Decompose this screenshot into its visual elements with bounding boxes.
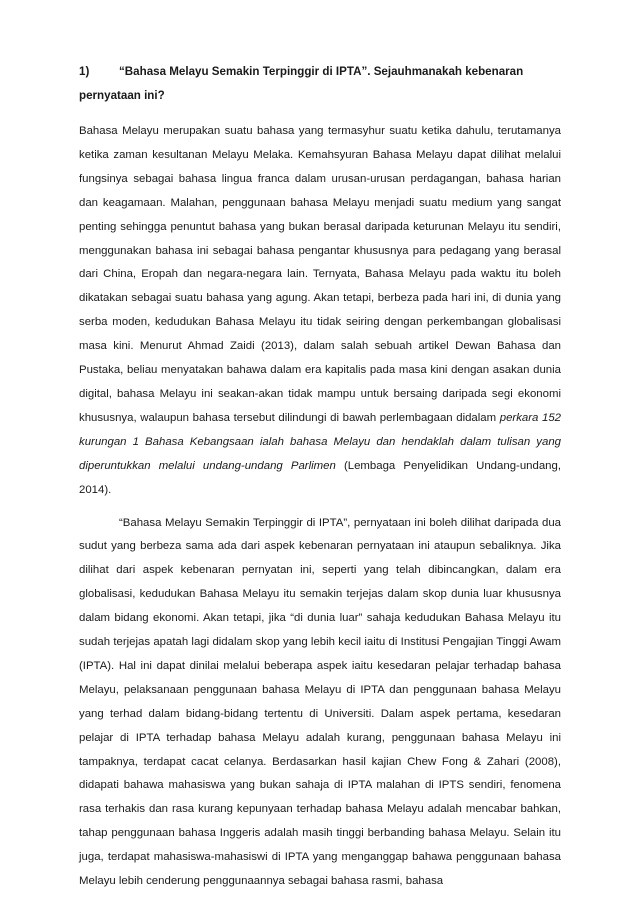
- paragraph-2: [79, 512, 561, 895]
- heading-text: “Bahasa Melayu Semakin Terpinggir di IPTA”. Sejauhmanakah kebenaran pernyataan ini?: [79, 65, 524, 102]
- document-page: [79, 60, 561, 903]
- paragraph-1-text: Bahasa Melayu merupakan suatu bahasa yang termasyhur suatu ketika dahulu, terutamanya ketika zaman kesultanan Melayu Melaka. Kemahsyuran Bahasa Melayu dapat dilihat melalui fungsinya sebagai bahasa lingua franca dalam urusan-urusan perdagangan, bahasa harian dan keagamaan. Malahan, penggunaan bahasa Melayu menjadi suatu medium yang sangat penting sehingga penuntut bahasa yang bukan berasal daripada keturunan Melayu itu sendiri, menggunakan bahasa ini sebagai bahasa pengantar khususnya para pedagang yang berasal dari China, Eropah dan negara-negara lain. Ternyata, Bahasa Melayu pada waktu itu boleh dikatakan sebagai suatu bahasa yang agung. Akan tetapi, berbeza pada hari ini, di dunia yang serba moden, kedudukan Bahasa Melayu itu tidak seiring dengan perkembangan globalisasi masa kini. Menurut Ahmad Zaidi (2013), dalam salah sebuah artikel Dewan Bahasa dan Pustaka, beliau menyatakan bahawa dalam era kapitalis pada masa kini dengan asakan dunia digital, bahasa Melayu ini seakan-akan tidak mampu untuk bersaing daripada segi ekonomi khususnya, walaupun bahasa tersebut dilindungi di bawah perlembagaan didalam: [79, 125, 561, 424]
- paragraph-1-citation: (Lembaga Penyelidikan Undang-undang, 2014).: [79, 459, 561, 496]
- paragraph-2-text: “Bahasa Melayu Semakin Terpinggir di IPTA”, pernyataan ini boleh dilihat daripada dua sudut yang berbeza sama ada dari aspek kebenaran pernyataan ini ataupun sebaliknya. Jika dilihat dari aspek kebenaran pernyatan ini, seperti yang telah dibincangkan, dalam era globalisasi, kedudukan Bahasa Melayu itu semakin terjejas dalam skop dunia luar khususnya dalam bidang ekonomi. Akan tetapi, jika “di dunia luar” sahaja kedudukan Bahasa Melayu itu sudah terjejas apatah lagi didalam skop yang lebih kecil iaitu di Institusi Pengajian Tinggi Awam (IPTA). Hal ini dapat dinilai melalui beberapa aspek iaitu kesedaran pelajar terhadap bahasa Melayu, pelaksanaan penggunaan bahasa Melayu di IPTA dan penggunaan bahasa Melayu yang terhad dalam bidang-bidang tertentu di Universiti. Dalam aspek pertama, kesedaran pelajar di IPTA terhadap bahasa Melayu adalah kurang, penggunaan bahasa Melayu ini tampaknya, terdapat cacat celanya. Berdasarkan hasil kajian Chew Fong & Zahari (2008), didapati bahawa mahasiswa yang bukan sahaja di IPTA malahan di IPTS sendiri, fenomena rasa terhakis dan rasa kurang kepunyaan terhadap bahasa Melayu adalah mencabar bahkan, tahap penggunaan bahasa Inggeris adalah masih tinggi berbanding bahasa Melayu. Selain itu juga, terdapat mahasiswa-mahasiswi di IPTA yang menganggap bahawa penggunaan bahasa Melayu lebih cenderung penggunaannya sebagai bahasa rasmi, bahasa: [79, 516, 561, 888]
- heading-number: 1): [79, 65, 90, 78]
- paragraph-1-italic-quote: perkara 152 kurungan 1 Bahasa Kebangsaan ialah bahasa Melayu dan hendaklah dalam tulisan yang diperuntukkan melalui undang-undang Parlimen: [79, 411, 561, 472]
- paragraph-1: [79, 120, 561, 503]
- section-heading: [79, 60, 561, 108]
